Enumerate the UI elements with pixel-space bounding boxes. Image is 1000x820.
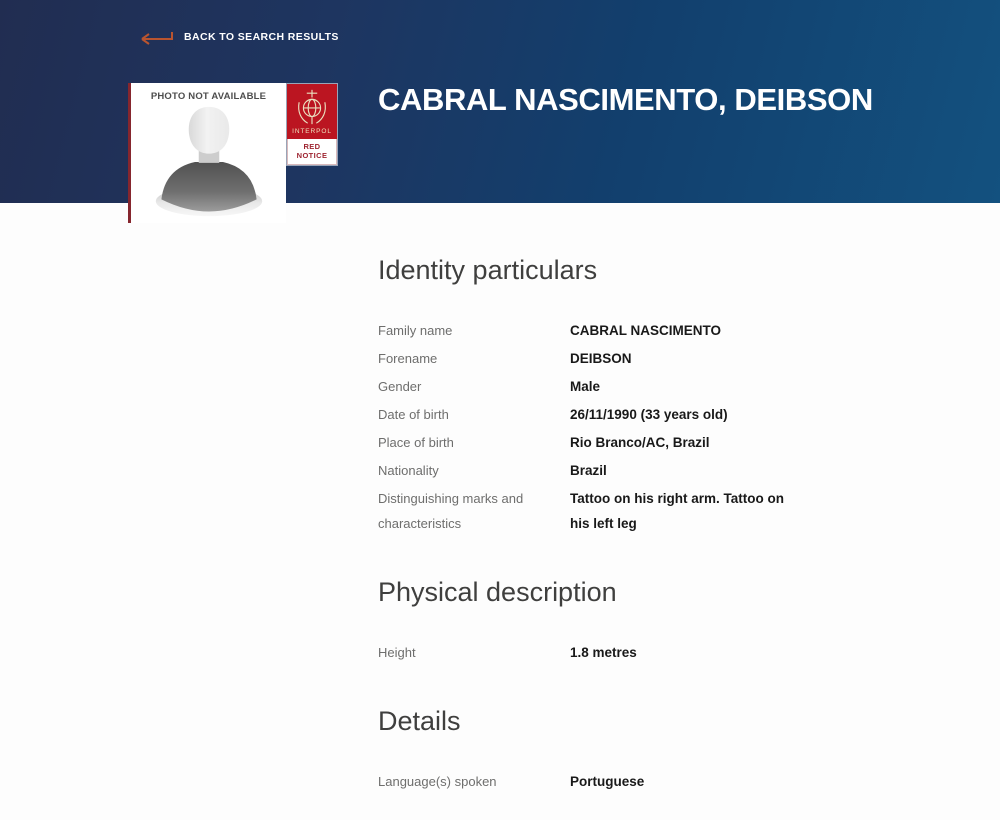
field-value: Brazil <box>570 463 607 478</box>
field-row-gender <box>378 374 798 399</box>
field-row-family-name <box>378 318 798 343</box>
section-physical-description <box>378 574 798 665</box>
back-arrow-icon <box>136 29 174 45</box>
field-label: Language(s) spoken <box>378 774 497 789</box>
field-value: Tattoo on his right arm. Tattoo on his left leg <box>570 491 784 531</box>
badge-org-label: INTERPOL <box>292 128 332 135</box>
field-label: Gender <box>378 379 422 394</box>
section-heading: Physical description <box>378 577 617 607</box>
field-row-distinguishing-marks <box>378 486 798 536</box>
field-label: Nationality <box>378 463 439 478</box>
field-value: 1.8 metres <box>570 645 637 660</box>
field-row-forename <box>378 346 798 371</box>
field-row-languages-spoken <box>378 769 798 794</box>
badge-type-line2: NOTICE <box>296 151 328 160</box>
photo-card <box>128 83 286 223</box>
field-value: DEIBSON <box>570 351 632 366</box>
field-row-date-of-birth <box>378 402 798 427</box>
back-link-label: BACK TO SEARCH RESULTS <box>184 31 339 43</box>
field-row-nationality <box>378 458 798 483</box>
badge-red-panel <box>287 84 337 139</box>
notice-details <box>378 252 798 797</box>
interpol-emblem-icon <box>290 87 334 127</box>
field-row-place-of-birth <box>378 430 798 455</box>
section-heading: Identity particulars <box>378 255 598 285</box>
field-value: Male <box>570 379 601 394</box>
field-value: 26/11/1990 (33 years old) <box>570 407 728 422</box>
field-label: Place of birth <box>378 435 454 450</box>
back-to-search-results-link[interactable] <box>136 29 339 45</box>
field-label: Forename <box>378 351 438 366</box>
avatar-silhouette-icon <box>139 104 279 220</box>
field-label: Family name <box>378 323 453 338</box>
field-row-height <box>378 640 798 665</box>
field-label: Distinguishing marks and characteristics <box>378 491 524 531</box>
field-label: Height <box>378 645 416 660</box>
section-details <box>378 703 798 794</box>
page-title: CABRAL NASCIMENTO, DEIBSON <box>378 82 873 117</box>
photo-not-available-label: PHOTO NOT AVAILABLE <box>150 91 267 102</box>
red-notice-badge <box>287 84 337 165</box>
field-value: Portuguese <box>570 774 645 789</box>
field-value: Rio Branco/AC, Brazil <box>570 435 710 450</box>
field-label: Date of birth <box>378 407 449 422</box>
badge-type-panel <box>287 139 337 165</box>
badge-type-line1: RED <box>303 142 321 151</box>
section-identity-particulars <box>378 252 798 536</box>
section-heading: Details <box>378 706 461 736</box>
field-value: CABRAL NASCIMENTO <box>570 323 722 338</box>
